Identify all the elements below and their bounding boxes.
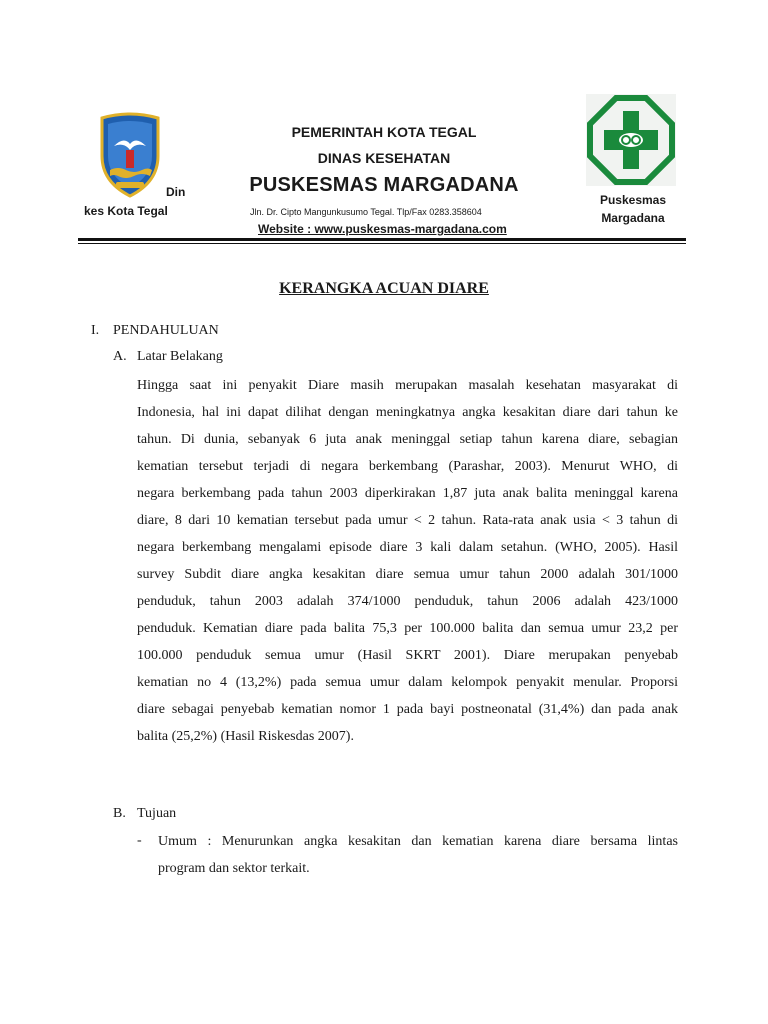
header-department: DINAS KESEHATAN bbox=[317, 150, 451, 166]
subsection-b-title: Tujuan bbox=[137, 806, 177, 821]
paragraph-line: negara berkembang pada tahun 2003 diperkirakan 1,87 juta anak balita meninggal karena bbox=[137, 486, 678, 501]
paragraph-line: balita (25,2%) (Hasil Riskesdas 2007). bbox=[137, 729, 354, 744]
right-label-puskesmas: Puskesmas bbox=[599, 193, 667, 207]
header-website-link[interactable]: Website : www.puskesmas-margadana.com bbox=[258, 222, 507, 236]
header-government: PEMERINTAH KOTA TEGAL bbox=[291, 124, 477, 140]
background-paragraph bbox=[137, 377, 678, 755]
paragraph-line: penduduk, tahun 2003 adalah 374/1000 penduduk, tahun 2006 adalah 423/1000 bbox=[137, 594, 678, 609]
puskesmas-logo bbox=[586, 94, 676, 186]
paragraph-line: diare sebagai penyebab kematian nomor 1 pada bayi postneonatal (31,4%) dan pada anak bbox=[137, 702, 678, 717]
paragraph-line: Hingga saat ini penyakit Diare masih merupakan masalah kesehatan masyarakat di bbox=[137, 378, 678, 393]
paragraph-line: penduduk. Kematian diare pada balita 75,3 per 100.000 balita dan semua umur 23,2 per bbox=[137, 621, 678, 636]
paragraph-line: kematian tersebut terjadi di negara berkembang (Parashar, 2003). Menurut WHO, di bbox=[137, 459, 678, 474]
header-address: Jln. Dr. Cipto Mangunkusumo Tegal. Tlp/Fax 0283.358604 bbox=[250, 207, 482, 217]
paragraph-line: diare, 8 dari 10 kematian tersebut pada umur < 2 tahun. Rata-rata anak usia < 3 tahun di bbox=[137, 513, 678, 528]
left-label-kes-kota-tegal: kes Kota Tegal bbox=[84, 204, 168, 218]
right-label-margadana: Margadana bbox=[601, 211, 665, 225]
tujuan-umum-line: Umum : Menurunkan angka kesakitan dan kematian karena diare bersama lintas bbox=[158, 834, 678, 849]
left-label-din: Din bbox=[166, 185, 186, 199]
paragraph-line: tahun. Di dunia, sebanyak 6 juta anak meninggal setiap tahun karena diare, sebagian bbox=[137, 432, 678, 447]
document-title: KERANGKA ACUAN DIARE bbox=[279, 280, 489, 297]
header-divider-thin bbox=[78, 243, 686, 244]
subsection-a-label: A. bbox=[113, 349, 127, 364]
paragraph-line: Indonesia, hal ini dapat dilihat dengan meningkatnya angka kesakitan diare dari tahun ke bbox=[137, 405, 678, 420]
paragraph-line: 100.000 penduduk semua umur (Hasil SKRT 2001). Diare merupakan penyebab bbox=[137, 648, 678, 663]
list-bullet-dash: - bbox=[137, 833, 142, 848]
tujuan-umum-item bbox=[158, 833, 678, 887]
subsection-a-title: Latar Belakang bbox=[137, 349, 223, 364]
header-puskesmas-name: PUSKESMAS MARGADANA bbox=[249, 174, 519, 196]
paragraph-line: survey Subdit diare angka kesakitan diare semua umur tahun 2000 adalah 301/1000 bbox=[137, 567, 678, 582]
tujuan-umum-line: program dan sektor terkait. bbox=[158, 861, 310, 876]
header-divider-thick bbox=[78, 238, 686, 241]
section-title: PENDAHULUAN bbox=[113, 323, 219, 338]
section-number: I. bbox=[91, 323, 100, 338]
paragraph-line: negara berkembang mengalami episode diare 3 kali dalam setahun. (WHO, 2005). Hasil bbox=[137, 540, 678, 555]
paragraph-line: kematian no 4 (13,2%) pada semua umur dalam kelompok penyakit menular. Proporsi bbox=[137, 675, 678, 690]
subsection-b-label: B. bbox=[113, 806, 126, 821]
